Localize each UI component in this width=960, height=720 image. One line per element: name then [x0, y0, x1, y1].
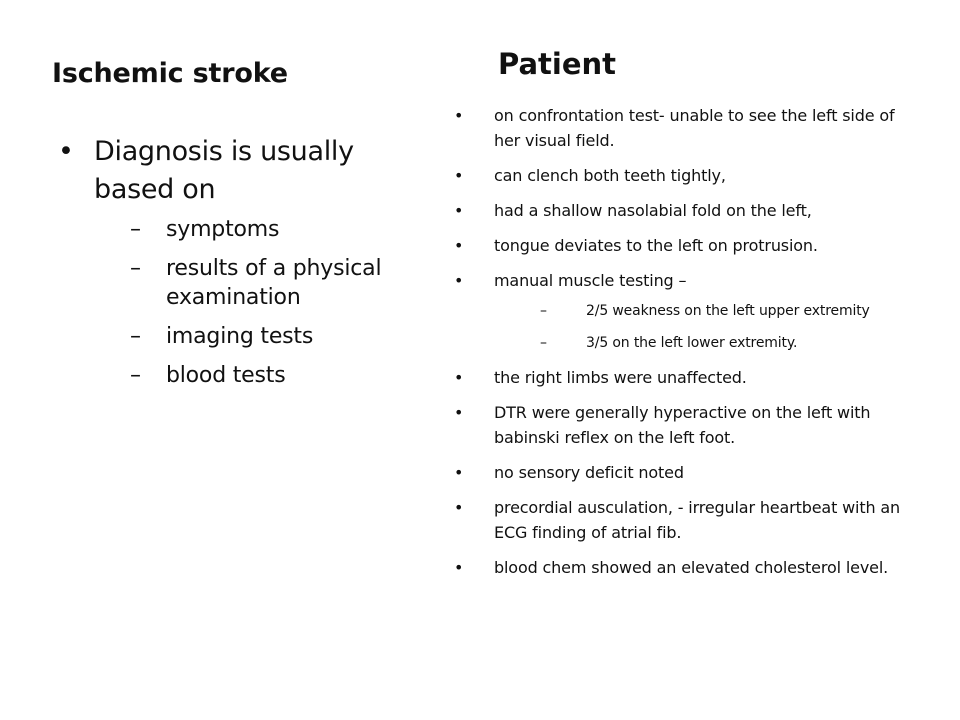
- finding-text: can clench both teeth tightly,: [494, 166, 726, 185]
- bullet-icon: •: [454, 271, 464, 290]
- finding-item: [452, 163, 922, 188]
- finding-item: [452, 460, 922, 485]
- bullet-icon: •: [454, 498, 464, 517]
- finding-text: no sensory deficit noted: [494, 463, 684, 482]
- left-sub-list: [94, 215, 398, 390]
- dash-icon: –: [540, 335, 547, 351]
- finding-text: precordial ausculation, - irregular heartbeat with an ECG finding of atrial fib.: [494, 498, 901, 542]
- bullet-icon: •: [454, 236, 464, 255]
- finding-item: [452, 103, 922, 153]
- bullet-icon: •: [454, 201, 464, 220]
- finding-item: [452, 198, 922, 223]
- bullet-icon: •: [454, 558, 464, 577]
- finding-item: [452, 400, 922, 450]
- finding-text: manual muscle testing –: [494, 271, 687, 290]
- finding-text: tongue deviates to the left on protrusion.: [494, 236, 818, 255]
- finding-item: [452, 495, 922, 545]
- bullet-icon: •: [454, 106, 464, 125]
- left-bullet-list: [58, 133, 398, 400]
- left-sub-item: [94, 322, 398, 351]
- mmt-sub-text: 2/5 weakness on the left upper extremity: [586, 303, 870, 319]
- bullet-icon: •: [454, 403, 464, 422]
- left-main-text: Diagnosis is usually based on: [94, 136, 354, 205]
- bullet-icon: •: [454, 463, 464, 482]
- dash-icon: –: [540, 303, 547, 319]
- finding-item: [452, 555, 922, 580]
- dash-icon: –: [130, 324, 141, 349]
- left-title: Ischemic stroke: [52, 58, 288, 89]
- left-sub-text: imaging tests: [166, 324, 314, 349]
- finding-text: had a shallow nasolabial fold on the left,: [494, 201, 812, 220]
- bullet-icon: •: [454, 166, 464, 185]
- dash-icon: –: [130, 217, 141, 242]
- dash-icon: –: [130, 363, 141, 388]
- right-title: Patient: [498, 47, 617, 81]
- finding-text: blood chem showed an elevated cholesterol level.: [494, 558, 889, 577]
- finding-item: [452, 365, 922, 390]
- left-sub-item: [94, 215, 398, 244]
- left-sub-text: symptoms: [166, 217, 280, 242]
- finding-text: on confrontation test- unable to see the left side of her visual field.: [494, 106, 895, 150]
- mmt-sub-item: [494, 333, 922, 353]
- dash-icon: –: [130, 256, 141, 281]
- mmt-sub-text: 3/5 on the left lower extremity.: [586, 335, 798, 351]
- finding-item: [452, 233, 922, 258]
- left-sub-item: [94, 254, 398, 312]
- bullet-icon: •: [58, 136, 74, 167]
- patient-findings-list: [452, 103, 922, 590]
- left-main-bullet: [58, 133, 398, 390]
- finding-text: the right limbs were unaffected.: [494, 368, 747, 387]
- mmt-sub-item: [494, 301, 922, 321]
- left-sub-item: [94, 361, 398, 390]
- bullet-icon: •: [454, 368, 464, 387]
- mmt-sub-list: [494, 301, 922, 353]
- left-sub-text: results of a physical examination: [166, 256, 382, 310]
- left-sub-text: blood tests: [166, 363, 286, 388]
- finding-item-mmt: [452, 268, 922, 353]
- finding-text: DTR were generally hyperactive on the left with babinski reflex on the left foot.: [494, 403, 871, 447]
